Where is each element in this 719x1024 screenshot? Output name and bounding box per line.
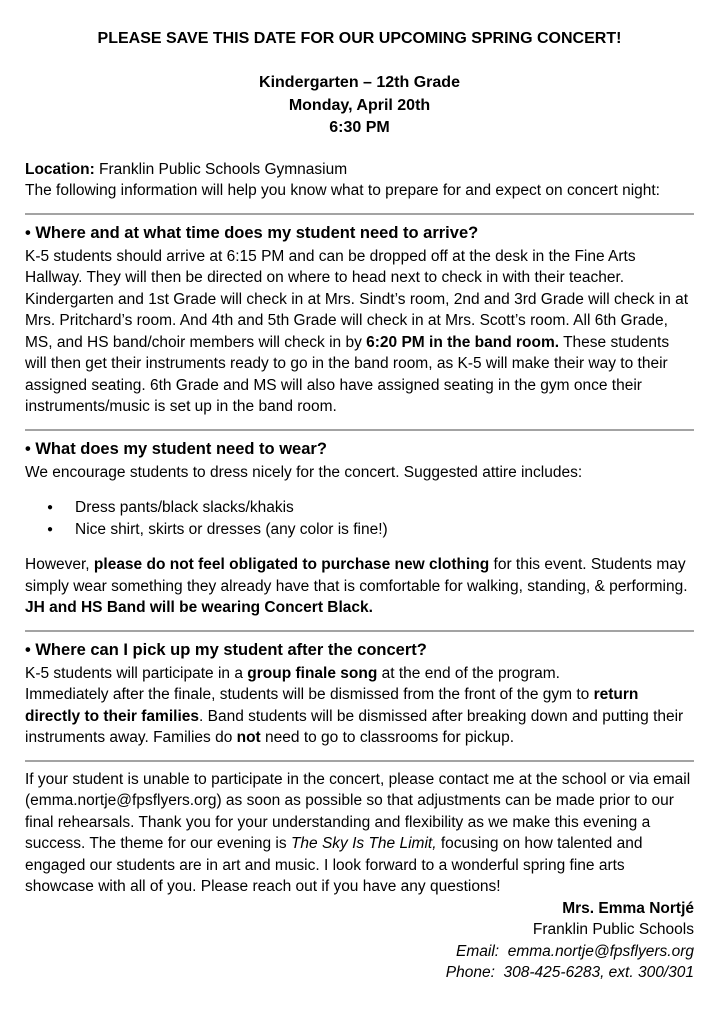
event-details [25, 72, 694, 140]
event-date: Monday, April 20th [288, 96, 431, 114]
section-divider [25, 760, 694, 762]
signature-block [25, 898, 694, 984]
list-item-text: Nice shirt, skirts or dresses (any color is fine!) [75, 520, 388, 538]
section-divider [25, 630, 694, 632]
signature-email: Email: emma.nortje@fpsflyers.org [456, 942, 694, 960]
section-heading-attire: • What does my student need to wear? [25, 439, 327, 458]
signature-phone: Phone: 308-425-6283, ext. 300/301 [445, 964, 694, 981]
list-item [47, 519, 694, 541]
page-title: PLEASE SAVE THIS DATE FOR OUR UPCOMING SPRING CONCERT! [97, 30, 622, 47]
section-heading-pickup: • Where can I pick up my student after the concert? [25, 640, 427, 659]
event-grades: Kindergarten – 12th Grade [259, 74, 460, 91]
event-time: 6:30 PM [329, 119, 390, 136]
list-item [47, 497, 694, 519]
section-divider [25, 429, 694, 431]
section-divider [25, 213, 694, 215]
signature-org: Franklin Public Schools [532, 921, 694, 938]
section-heading-arrival: • Where and at what time does my student need to arrive? [25, 223, 479, 242]
attire-list [25, 497, 694, 540]
section-body-pickup: K-5 students will participate in a group finale song at the end of the program. Immediately after the finale, students will be dismissed from the front of the gym to return directly to their families. Band students will be dismissed after breaking down and putting their instruments away. Families do not need to go to classrooms for pickup. [25, 664, 684, 746]
section-body-arrival: K-5 students should arrive at 6:15 PM and can be dropped off at the desk in the Fine Arts Hallway. They will then be directed on where to head next to check in with their teacher. Kindergarten and 1st Grade will check in at Mrs. Sindt’s room, 2nd and 3rd Grade will check in at Mrs. Pritchard’s room. And 4th and 5th Grade will check in at Mrs. Scott’s room. All 6th Grade, MS, and HS band/choir members will check in by 6:20 PM in the band room. These students will then get their instruments ready to go in the band room, as K-5 will make their way to their assigned seating. 6th Grade and MS will also have assigned seating in the gym once their instruments/music is set up in the band room. [25, 247, 689, 415]
bullet-icon: ● [47, 502, 54, 513]
signature-name: Mrs. Emma Nortjé [562, 899, 694, 917]
attire-note: However, please do not feel obligated to purchase new clothing for this event. Students may simply wear something they already have that is comfortable for walking, standing, & performing. JH and HS Band will be wearing Concert Black. [25, 556, 688, 616]
lead-paragraph: The following information will help you know what to prepare for and expect on concert night: [25, 182, 660, 199]
list-item-text: Dress pants/black slacks/khakis [75, 499, 294, 516]
bullet-icon: ● [47, 523, 54, 535]
attire-intro: We encourage students to dress nicely for the concert. Suggested attire includes: [25, 463, 583, 481]
location-line: Location: Franklin Public Schools Gymnasium [25, 160, 348, 178]
closing-paragraph: If your student is unable to participate in the concert, please contact me at the school or via email (emma.nortje@fpsflyers.org) as soon as possible so that adjustments can be made prior to our final rehearsals. Thank you for your understanding and flexibility as we make this evening a success. The theme for our evening is The Sky Is The Limit, focusing on how talented and engaged our students are in art and music. I look forward to a wonderful spring fine arts showcase with all of you. Please reach out if you have any questions! [25, 770, 691, 895]
